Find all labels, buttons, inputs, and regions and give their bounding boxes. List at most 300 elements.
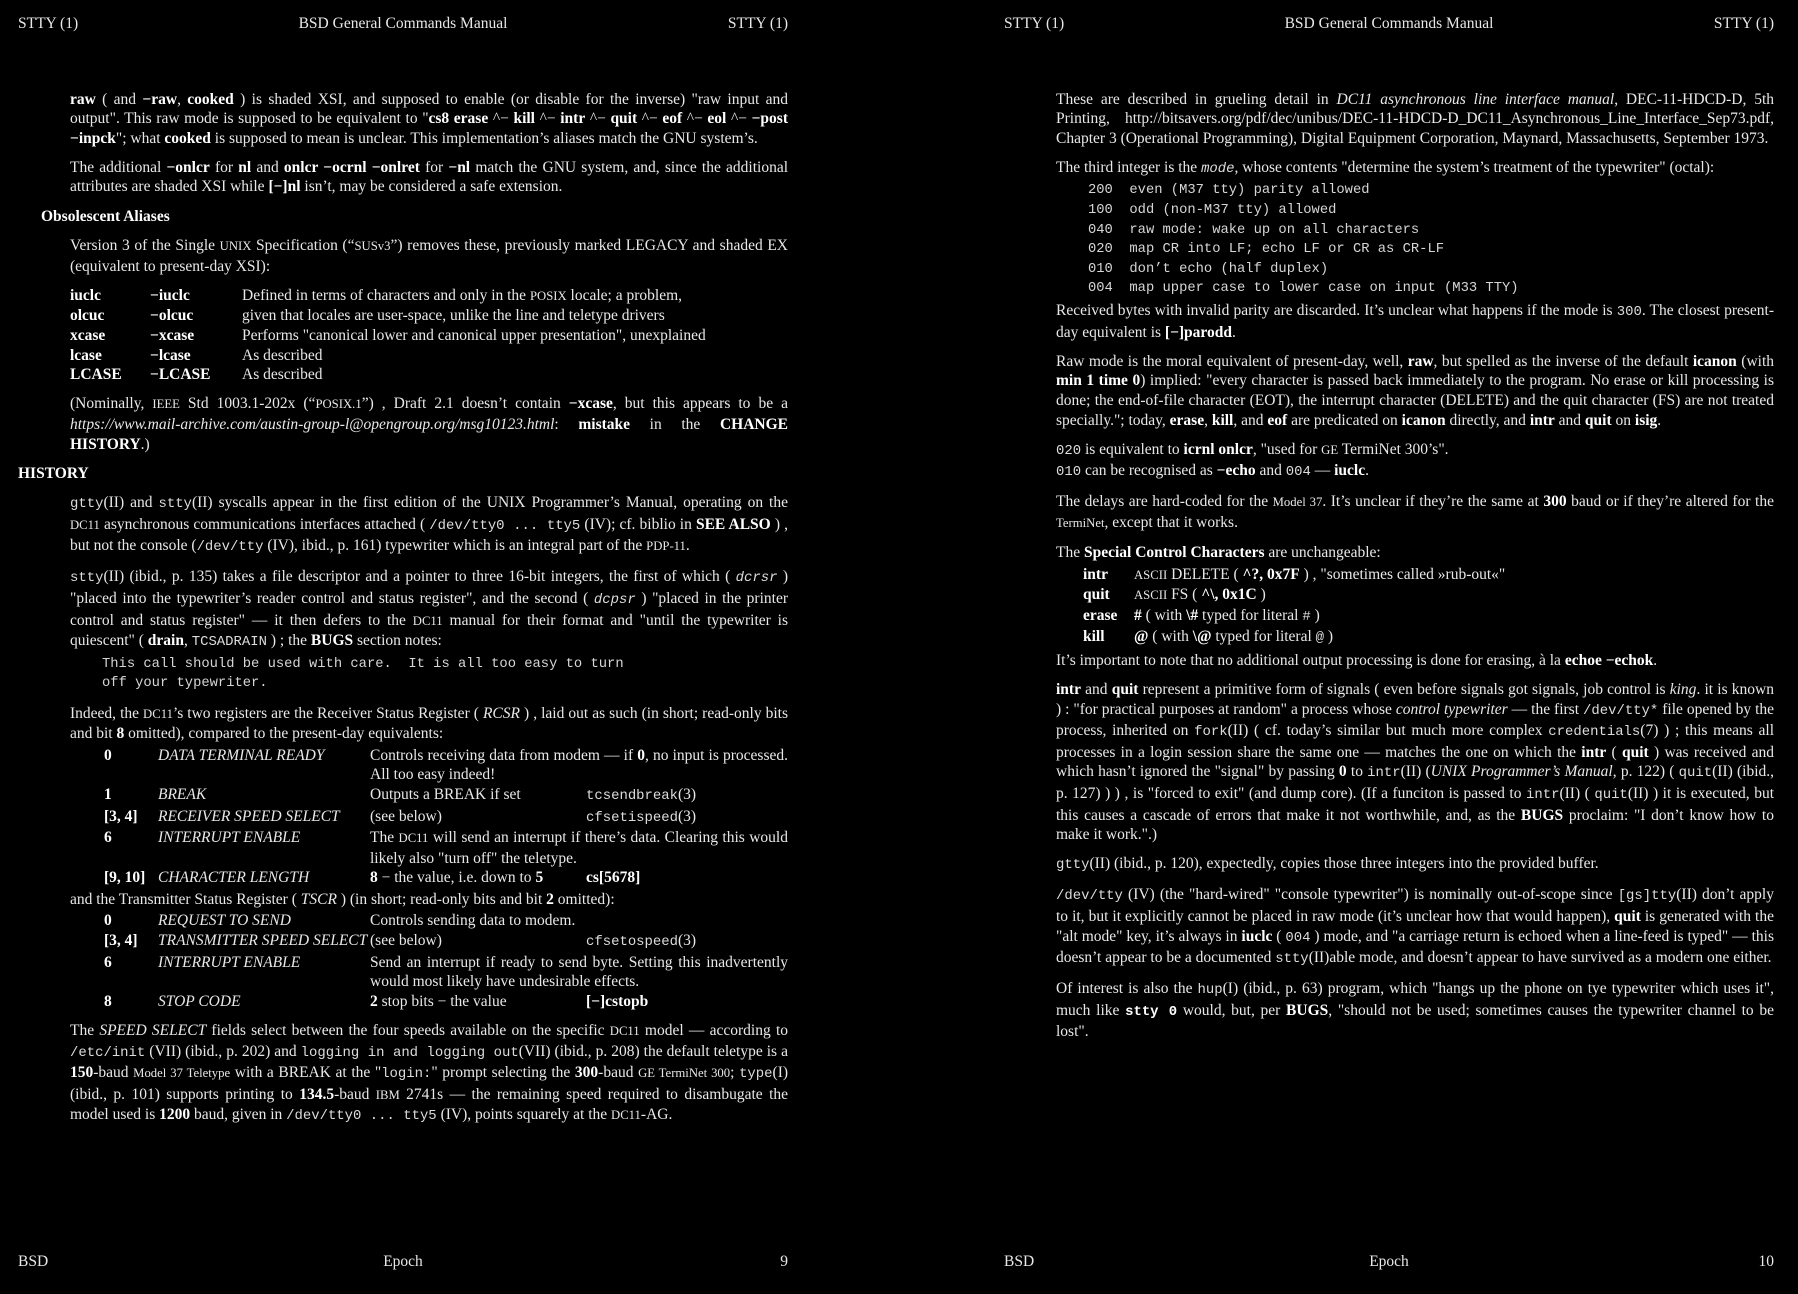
text-run: /dev/tty* — [1583, 702, 1659, 719]
text-run: quit — [1678, 765, 1713, 782]
text-run: /dev/tty — [1056, 888, 1123, 905]
text-run: raw — [1407, 352, 1434, 370]
text-run: would, but, per — [1177, 1001, 1287, 1019]
text-run: -baud — [93, 1064, 134, 1082]
text-run: POSIX.1 — [315, 397, 362, 412]
table-cell — [370, 746, 788, 785]
text-run: 0 — [1338, 763, 1347, 781]
table-cell — [158, 828, 370, 868]
text-run: −onlcr — [166, 158, 210, 176]
text-run: IBM — [375, 1087, 400, 1102]
text-run: intr — [560, 110, 586, 128]
table-cell — [1134, 606, 1774, 628]
text-run: 020 — [1056, 442, 1082, 459]
text-run: TRANSMITTER SPEED SELECT — [158, 932, 368, 950]
text-run: (II) (ibid., p. 127) ) ) , is "forced to exit" (and dump core). (If a funciton is passed to — [1056, 763, 1775, 802]
text-run: ^− — [488, 110, 514, 128]
text-run: typed for literal — [1198, 606, 1303, 624]
table-cell — [242, 365, 788, 385]
text-run: @ — [1134, 628, 1149, 646]
text-run: 300 — [1616, 304, 1642, 321]
table-cell — [158, 785, 370, 807]
text-run: TSCR — [300, 890, 337, 908]
text-run: quit — [1594, 787, 1628, 803]
text-run: lcase — [70, 346, 102, 364]
text-run: . it is known ) : "for practical purposes at random" a process whose — [1056, 681, 1774, 718]
text-run: 0 — [104, 746, 112, 764]
text-run: cooked — [187, 90, 234, 108]
text-run: ( with — [1141, 606, 1187, 624]
code-line: off your typewriter. — [102, 676, 268, 692]
text-run: quit — [610, 110, 638, 128]
text-run: . — [1232, 323, 1236, 341]
table-cell — [70, 306, 150, 326]
text-run: kill — [513, 110, 535, 128]
text-run: -AG. — [640, 1106, 673, 1124]
text-run: These are described in grueling detail in — [1056, 90, 1337, 108]
text-run: model — according to — [639, 1021, 789, 1039]
page-right — [986, 0, 1792, 1294]
text-run: \@ — [1192, 628, 1212, 646]
table-cell — [70, 365, 150, 385]
text-run: The — [70, 1021, 100, 1039]
text-run: logging in and logging out — [300, 1044, 519, 1061]
paragraph — [1056, 680, 1774, 845]
text-run: cs8 erase — [428, 110, 489, 128]
table-cell — [370, 911, 788, 931]
text-run: (II) ) it is executed, but this causes a cascade of errors that make it not worthwhile, and, as the — [1056, 785, 1774, 824]
text-run: echoe −echok — [1564, 651, 1654, 669]
bits-table — [104, 911, 788, 1011]
paragraph — [1056, 440, 1774, 483]
table-row — [104, 868, 788, 888]
table-cell — [1083, 565, 1134, 586]
text-run: The — [370, 829, 399, 847]
text-run: Version 3 of the Single — [70, 237, 220, 255]
text-run: −iuclc — [150, 286, 190, 304]
text-run: , but spelled as the inverse of the default — [1433, 352, 1693, 370]
text-run: xcase — [70, 327, 106, 345]
table-row — [1083, 585, 1774, 606]
text-run: UNIX — [219, 239, 252, 254]
text-run: ASCII — [1134, 588, 1168, 603]
text-run: ) "placed into the typewriter’s reader control and status register", and the second ( — [70, 568, 788, 608]
text-run: cooked — [164, 129, 211, 147]
text-run: DC11 — [412, 613, 443, 628]
text-run: IEEE — [152, 397, 180, 412]
text-run: file opened by the process, inherited on — [1056, 700, 1774, 740]
text-run: stty — [158, 496, 192, 513]
text-run: Specification (“ — [251, 237, 355, 255]
text-run: icanon — [1692, 352, 1737, 370]
text-run: quit — [1614, 907, 1641, 925]
text-run: typed for literal — [1211, 628, 1316, 646]
text-run: Std 1003.1-202x (“ — [179, 395, 316, 413]
text-run: 300 — [1543, 493, 1567, 511]
page-footer — [18, 1252, 788, 1272]
bits-table — [104, 746, 788, 888]
table-row — [70, 326, 788, 346]
text-run: . The closest present-day equivalent is — [1056, 302, 1774, 341]
text-run: in the — [630, 415, 720, 433]
text-run: quit — [1622, 743, 1649, 761]
table-cell — [70, 346, 150, 366]
text-run: ^\, 0x1C — [1201, 586, 1257, 604]
text-run: , — [183, 632, 192, 650]
code-block — [102, 655, 788, 694]
table-cell — [370, 953, 788, 992]
table-cell-text — [370, 785, 586, 807]
table-cell — [150, 365, 242, 385]
text-run: TermiNet — [1056, 515, 1105, 530]
text-run: DC11 — [70, 517, 100, 532]
text-run: quit — [1083, 586, 1110, 604]
text-run: PDP-11 — [646, 539, 686, 554]
text-run: kill — [1083, 628, 1105, 646]
text-run: ) , but not the console ( — [70, 515, 788, 555]
table-cell — [158, 807, 370, 829]
table-cell — [104, 911, 158, 931]
text-run: DC11 — [611, 1108, 641, 1123]
text-run: DC11 — [398, 831, 429, 846]
text-run: isig — [1634, 411, 1658, 429]
text-run: INTERRUPT ENABLE — [158, 829, 301, 847]
text-run: ) (in short; read-only bits and bit — [336, 890, 547, 908]
table-cell — [1134, 627, 1774, 649]
text-run: intr — [1529, 411, 1555, 429]
header-center: BSD General Commands Manual — [298, 15, 508, 32]
text-run: are unchangeable: — [1264, 543, 1381, 561]
text-run: DC11 — [143, 706, 173, 721]
text-run: intr — [1581, 743, 1607, 761]
text-run: ^− — [726, 110, 752, 128]
text-run: GE TermiNet 300 — [638, 1066, 731, 1081]
text-run: [gs]tty — [1617, 888, 1677, 905]
text-run: ^− — [637, 110, 663, 128]
table-row — [104, 746, 788, 785]
text-run: CHARACTER LENGTH — [158, 869, 310, 887]
text-run: , except that it works. — [1104, 513, 1238, 531]
text-run: DELETE ( — [1167, 565, 1243, 583]
text-run: (I) (ibid., p. 63) program, which "hangs up the phone on tye typewriter which uses it", much like — [1056, 980, 1774, 1019]
text-run: 2741s — the remaining speed required to disambugate the model used is — [70, 1085, 789, 1124]
text-run: ’s two registers are the Receiver Status Register ( — [172, 704, 483, 722]
text-run: 2 — [546, 890, 554, 908]
text-run: −xcase — [150, 327, 195, 345]
text-run: nl — [238, 158, 252, 176]
table-cell — [242, 346, 788, 366]
text-run: ) implied: "every character is passed back immediately to the program. No erase or kill processing is done; the end-of-file character (EOT), the interrupt character (DELETE) and the quit character (FS) are not treated specially."; today, — [1056, 372, 1774, 429]
table-cell — [370, 992, 788, 1012]
code-line: 004 map upper case to lower case on input (M33 TTY) — [1088, 281, 1519, 297]
text-run: "; what — [115, 129, 165, 147]
text-run: (VII) (ibid., p. 208) the default teletype is a — [518, 1042, 788, 1060]
text-run: eof — [662, 110, 683, 128]
text-run: is supposed to mean is unclear. This implementation’s aliases match the GNU system’s. — [210, 129, 758, 147]
text-run: (IV) (the "hard-wired" "console typewriter") is nominally out-of-scope since — [1122, 886, 1618, 904]
text-run: TCSADRAIN — [191, 634, 267, 651]
text-run: ) , "sometimes called »rub-out«" — [1299, 565, 1506, 583]
table-cell — [1083, 627, 1134, 649]
text-run: (see below) — [370, 932, 442, 950]
header-left: STTY (1) — [18, 15, 79, 32]
text-run: It’s important to note that no additional output processing is done for erasing, à la — [1056, 651, 1565, 669]
text-run: [−]parodd — [1164, 323, 1233, 341]
header-left: STTY (1) — [1004, 15, 1065, 32]
text-run: [−]cstopb — [586, 992, 649, 1010]
text-run: ASCII — [1134, 567, 1168, 582]
text-run: ^− — [535, 110, 561, 128]
text-run: -baud — [598, 1064, 639, 1082]
text-run: 1 — [104, 785, 112, 803]
text-run: cfsetospeed — [586, 934, 679, 951]
text-run: (3) — [678, 807, 697, 825]
text-run: erase — [1169, 411, 1205, 429]
footer-center: Epoch — [383, 1253, 423, 1270]
text-run: with a BREAK at the " — [230, 1064, 382, 1082]
text-run: −xcase — [568, 395, 613, 413]
text-run: (IV); cf. biblio in — [580, 515, 696, 533]
page-body — [18, 90, 788, 1127]
text-run: are predicated on — [1287, 411, 1402, 429]
text-run: olcuc — [70, 307, 105, 325]
text-run: Performs "canonical lower and canonical upper presentation", unexplained — [242, 327, 706, 345]
text-run: tcsendbreak — [586, 787, 679, 804]
text-run: fork — [1194, 724, 1228, 741]
page-body — [1004, 90, 1774, 1042]
text-run: 5 — [535, 869, 544, 887]
table-row — [70, 286, 788, 307]
text-run: match the GNU system, and, since the additional attributes are shaded XSI while — [70, 158, 789, 196]
text-run: /dev/tty — [196, 539, 264, 556]
text-run: , — [177, 90, 188, 108]
text-run: ”) removes these, previously marked LEGACY and shaded EX (equivalent to present-day XSI): — [70, 237, 788, 275]
text-run: eol — [707, 110, 727, 128]
text-run: king — [1669, 681, 1697, 699]
text-run: The third integer is the — [1056, 158, 1202, 176]
text-run: hup — [1197, 982, 1223, 999]
text-run: , DEC-11-HDCD-D, 5th Printing, http://bitsavers.org/pdf/dec/unibus/DEC-11-HDCD-D_DC11_Asynchronous_Line_Interface_Sep73.pdf, Chapter 3 (Operational Programming), Digital Equipment Corporation, Maynard, Massachusetts, September 1973. — [1056, 90, 1774, 147]
text-run: iuclc — [70, 286, 101, 304]
table-cell — [1134, 585, 1774, 606]
table-cell — [150, 326, 242, 346]
text-run: GE — [1321, 442, 1339, 457]
table-cell — [104, 746, 158, 785]
text-run: raw — [70, 90, 96, 108]
page-header — [1004, 14, 1774, 34]
text-run: 134.5 — [299, 1085, 335, 1103]
table-cell — [370, 931, 788, 953]
text-run: ( with — [1148, 628, 1193, 646]
paragraph — [70, 493, 788, 558]
text-run: . — [1653, 651, 1658, 669]
text-run: As described — [242, 366, 323, 384]
text-run: ) — [1256, 586, 1266, 604]
text-run: , no input is processed. All too easy indeed! — [370, 746, 788, 784]
text-run: 1200 — [159, 1106, 191, 1124]
text-run: (IV), ibid., p. 161) typewriter which is an integral part of the — [263, 537, 647, 555]
text-run: ”) , Draft 2.1 doesn’t contain — [361, 395, 569, 413]
table-cell — [370, 828, 788, 868]
text-run: SPEED SELECT — [99, 1021, 207, 1039]
table-cell — [104, 868, 158, 888]
text-run: ^?, 0x7F — [1242, 565, 1300, 583]
text-run: ^− — [682, 110, 708, 128]
text-run: ; — [730, 1064, 740, 1082]
text-run: ) — [1324, 628, 1334, 646]
text-run: (7) ) ; this means all processes in a login session share the same one — matches the one on which the — [1056, 722, 1775, 761]
paragraph — [1056, 158, 1774, 180]
text-run: min 1 time 0 — [1056, 372, 1141, 390]
text-run: ^− — [585, 110, 611, 128]
page-left — [0, 0, 806, 1294]
text-run: [−]nl — [268, 178, 301, 196]
table-cell-ref — [586, 992, 788, 1012]
text-run: https://www.mail-archive.com/austin-group-l@opengroup.org/msg10123.html — [70, 415, 555, 433]
text-run: stop bits − the value — [377, 992, 507, 1010]
text-run: . — [1365, 462, 1369, 480]
table-cell — [158, 911, 370, 931]
text-run: onlcr −ocrnl −onlret — [283, 158, 420, 176]
table-row — [104, 785, 788, 807]
text-run: [9, 10] — [104, 869, 146, 887]
text-run: , "should not be used; sometimes causes the typewriter channel to be lost". — [1056, 1001, 1774, 1041]
table-cell — [158, 868, 370, 888]
text-run: −echo — [1216, 462, 1256, 480]
text-run: gtty — [70, 496, 104, 513]
text-run: quit — [1584, 411, 1612, 429]
text-run: /dev/tty0 ... tty5 — [429, 517, 581, 534]
text-run: 0 — [104, 912, 112, 930]
code-line: 010 don’t echo (half duplex) — [1088, 261, 1329, 277]
text-run: , p. 122) ( — [1612, 763, 1679, 781]
text-run: (II) and — [103, 494, 159, 512]
paragraph — [1056, 651, 1774, 671]
text-run: 0 — [637, 746, 645, 764]
text-run: POSIX — [529, 288, 567, 303]
text-run: ( — [1272, 927, 1286, 945]
table-row — [1083, 627, 1774, 649]
paragraph — [1056, 492, 1774, 533]
text-run: , but this appears to be a — [612, 395, 788, 413]
text-run: directly, and — [1445, 411, 1530, 429]
paragraph — [70, 1021, 788, 1127]
table-row — [1083, 565, 1774, 586]
code-line: 200 even (M37 tty) parity allowed — [1088, 183, 1370, 199]
text-run: represent a primitive form of signals ( even before signals got signals, job control is — [1138, 681, 1670, 699]
text-run: iuclc — [1334, 462, 1366, 480]
text-run: ) , laid out as such (in short; read-only bits and bit — [70, 704, 788, 743]
text-run: .) — [140, 435, 150, 453]
text-run: can be recognised as — [1081, 462, 1217, 480]
page-header — [18, 14, 788, 34]
text-run: (II) (ibid., p. 135) takes a file descriptor and a pointer to three 16-bit integers, the first of which ( — [103, 568, 736, 586]
text-run: Special Control Characters — [1083, 543, 1265, 561]
text-run: 150 — [70, 1064, 94, 1082]
text-run: icrnl onlcr — [1183, 440, 1253, 458]
text-run: 004 — [1285, 929, 1311, 946]
text-run: gtty — [1056, 857, 1090, 874]
text-run: . It’s unclear if they’re the same at — [1322, 493, 1544, 511]
text-run: baud or if they’re altered for the — [1566, 493, 1774, 511]
text-run: omitted): — [553, 890, 615, 908]
text-run: − the value, i.e. down to — [377, 869, 536, 887]
text-run: DC11 — [609, 1023, 640, 1038]
text-run: 6 — [104, 829, 112, 847]
table-cell — [158, 992, 370, 1012]
text-run: ( — [1606, 743, 1622, 761]
paragraph — [1056, 90, 1774, 149]
text-run: for — [419, 158, 449, 176]
text-run: −lcase — [150, 346, 191, 364]
paragraph — [1056, 979, 1774, 1042]
text-run: — the first — [1507, 700, 1583, 718]
text-run: , — [1204, 411, 1212, 429]
paragraph — [70, 567, 788, 652]
text-run: Received bytes with invalid parity are discarded. It’s unclear what happens if the mode is — [1056, 302, 1617, 320]
text-run: intr — [1083, 565, 1108, 583]
paragraph — [1056, 885, 1774, 969]
text-run: locale; a problem, — [566, 286, 683, 304]
text-run: ) ; the — [267, 632, 311, 650]
text-run: credentials — [1548, 724, 1641, 741]
table-cell-ref — [586, 868, 788, 888]
table-cell — [242, 326, 788, 346]
text-run: DATA TERMINAL READY — [158, 746, 325, 764]
table-cell — [104, 953, 158, 992]
paragraph — [1056, 352, 1774, 430]
table-row — [104, 992, 788, 1012]
footer-center: Epoch — [1369, 1253, 1409, 1270]
table-cell — [370, 785, 788, 807]
text-run: Model 37 — [1272, 495, 1323, 510]
text-run: cfsetispeed — [586, 809, 679, 826]
table-cell — [70, 286, 150, 307]
text-run: Defined in terms of characters and only in the — [242, 286, 530, 304]
text-run: /dev/tty0 ... tty5 — [286, 1108, 437, 1125]
text-run: Of interest is also the — [1056, 980, 1198, 998]
text-run: ) "placed in the printer control and status register" — it then defers to the — [70, 590, 788, 629]
text-run: eof — [1267, 411, 1288, 429]
text-run: and the Transmitter Status Register ( — [70, 890, 301, 908]
table-cell — [370, 807, 788, 829]
text-run: proclaim: "I don’t know how to make it work.".) — [1056, 806, 1774, 844]
text-run: (II)able mode, and doesn’t appear to have survived as a modern one either. — [1308, 949, 1772, 967]
paragraph — [70, 158, 788, 197]
text-run: fields select between the four speeds available on the specific — [206, 1021, 610, 1039]
aliases-table — [70, 286, 788, 385]
text-run: −nl — [448, 158, 471, 176]
header-right: STTY (1) — [727, 15, 788, 32]
paragraph — [1056, 543, 1774, 563]
code-line: 100 odd (non-M37 tty) allowed — [1088, 203, 1337, 219]
text-run: Outputs a BREAK if set — [370, 785, 521, 803]
text-run: drain — [147, 632, 184, 650]
text-run: is generated with the "alt mode" key, it’s always in — [1056, 907, 1774, 945]
text-run: is equivalent to — [1081, 440, 1184, 458]
text-run: Raw mode is the moral equivalent of present-day, well, — [1056, 352, 1408, 370]
section-heading: HISTORY — [18, 465, 89, 483]
text-run: (VII) (ibid., p. 202) and — [145, 1042, 301, 1060]
table-cell — [242, 286, 788, 307]
text-run: CHANGE HISTORY — [70, 415, 788, 453]
table-row — [70, 346, 788, 366]
table-cell — [242, 306, 788, 326]
table-row — [104, 807, 788, 829]
paragraph — [1056, 854, 1774, 876]
table-cell-ref — [586, 807, 788, 829]
text-run: The delays are hard-coded for the — [1056, 493, 1273, 511]
